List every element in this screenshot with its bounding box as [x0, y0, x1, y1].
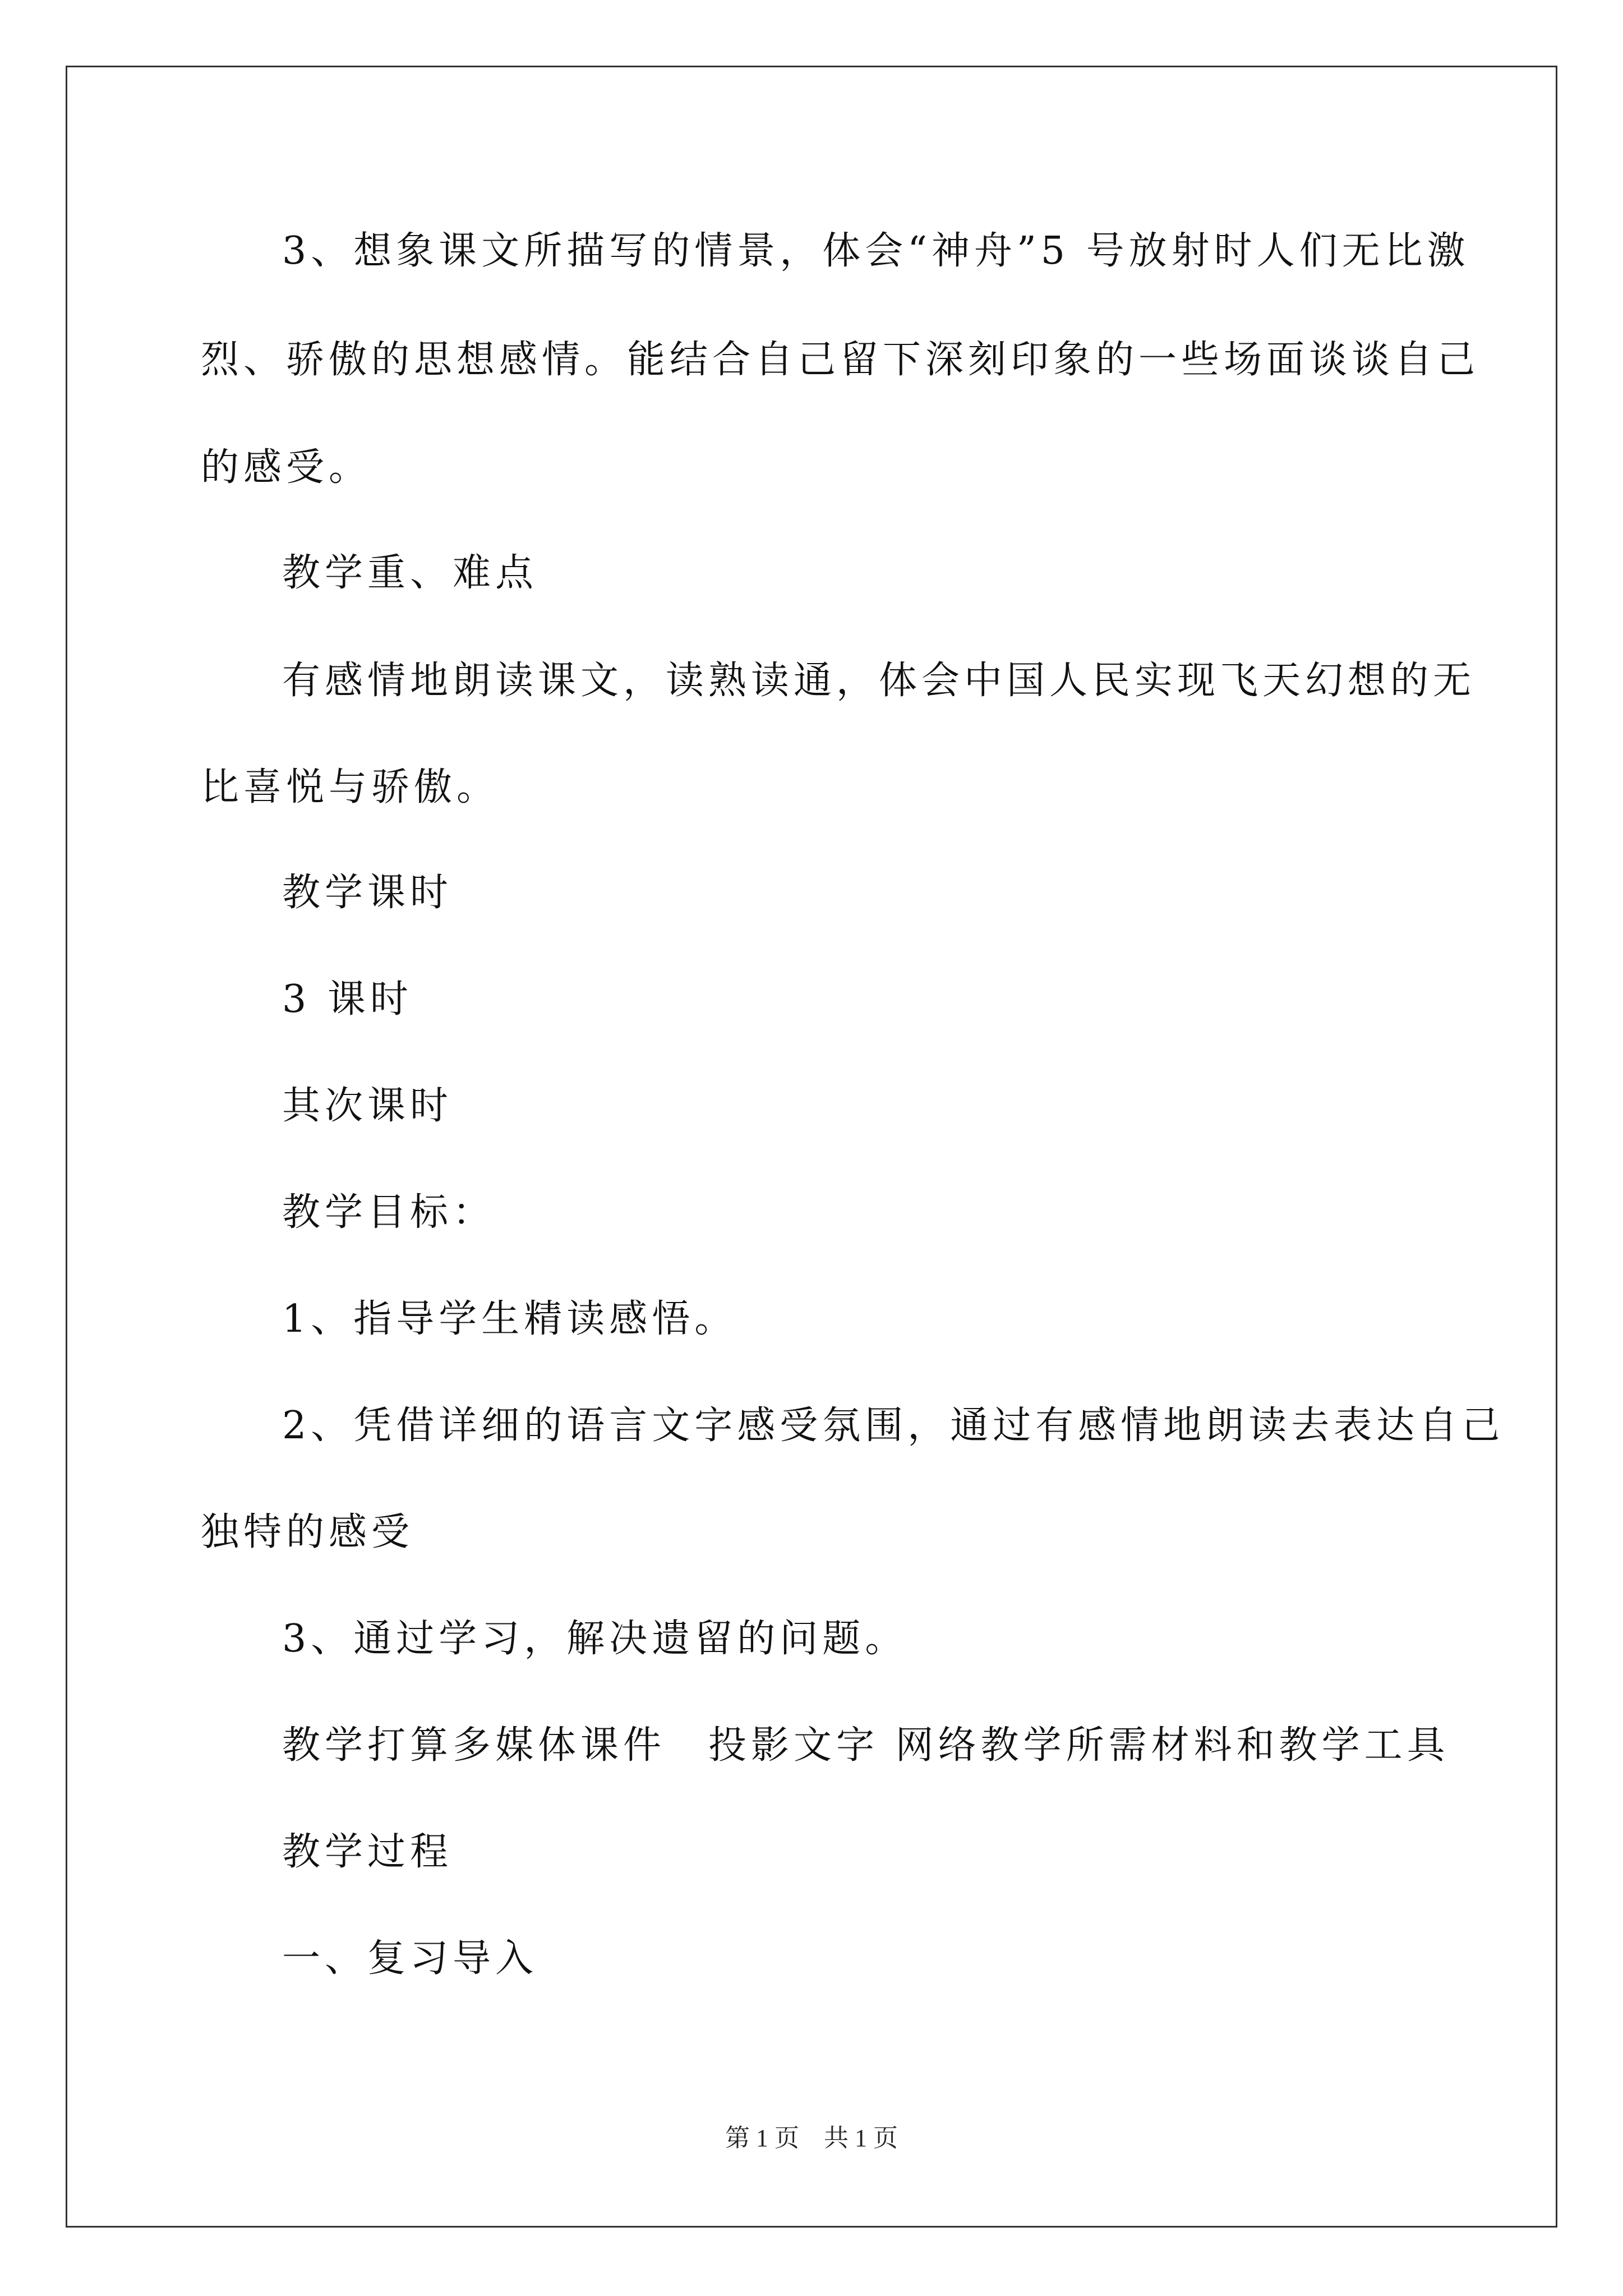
- paragraph-line: 的感受。: [201, 445, 372, 490]
- section-heading: 教学目标：: [282, 1190, 496, 1235]
- page-footer: 第 1 页 共 1 页: [725, 2124, 898, 2152]
- page-border: [66, 66, 1557, 2228]
- paragraph-line: 教学打算多媒体课件 投影文字 网络教学所需材料和教学工具: [282, 1723, 1450, 1768]
- paragraph-line: 烈、骄傲的思想感情。能结合自己留下深刻印象的一些场面谈谈自己: [201, 338, 1480, 382]
- paragraph-line: 3 课时: [282, 977, 413, 1022]
- section-heading: 教学重、难点: [282, 551, 538, 595]
- list-item: 3、通过学习，解决遗留的问题。: [282, 1617, 908, 1661]
- section-heading: 一、复习导入: [282, 1936, 538, 1981]
- paragraph-line: 有感情地朗读课文，读熟读通，体会中国人民实现飞天幻想的无: [282, 659, 1476, 703]
- paragraph-line: 3、想象课文所描写的情景，体会“神舟”5 号放射时人们无比激: [282, 229, 1470, 273]
- paragraph-line: 比喜悦与骄傲。: [201, 765, 500, 809]
- section-heading: 教学过程: [282, 1830, 453, 1874]
- section-heading: 其次课时: [282, 1084, 453, 1128]
- list-item: 2、凭借详细的语言文字感受氛围，通过有感情地朗读去表达自己: [282, 1404, 1505, 1448]
- list-item-continuation: 独特的感受: [201, 1510, 414, 1554]
- list-item: 1、指导学生精读感悟。: [282, 1297, 737, 1341]
- section-heading: 教学课时: [282, 871, 453, 915]
